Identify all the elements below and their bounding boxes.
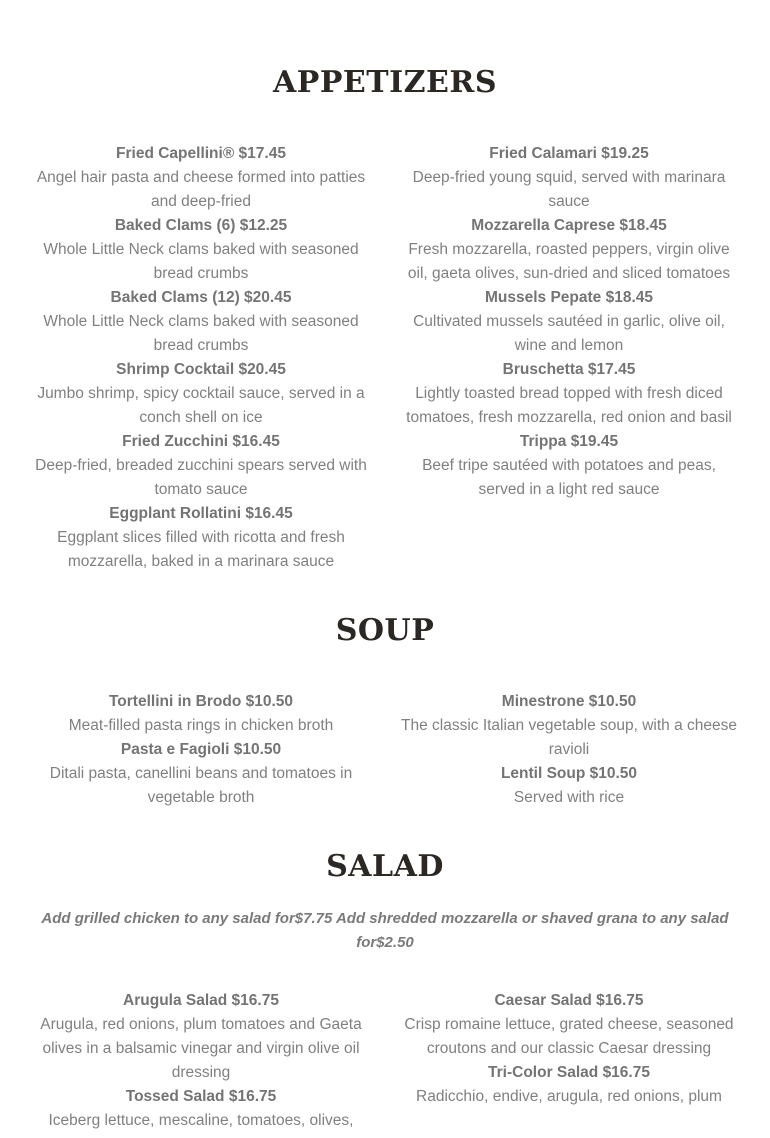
appetizers-left-column	[32, 142, 370, 574]
item-description: Fresh mozzarella, roasted peppers, virgin olive oil, gaeta olives, sun-dried and sliced tomatoes	[407, 241, 731, 282]
item-description: Radicchio, endive, arugula, red onions, plum	[416, 1088, 722, 1105]
item-description: Angel hair pasta and cheese formed into patties and deep-fried	[36, 169, 366, 210]
menu-item	[32, 358, 370, 430]
item-name: Fried Capellini® $17.45	[116, 145, 286, 162]
salad-title: SALAD	[326, 849, 444, 884]
appetizers-right-column	[400, 142, 738, 502]
item-name: Fried Zucchini $16.45	[122, 433, 280, 450]
item-description: Iceberg lettuce, mescaline, tomatoes, olives,	[48, 1112, 354, 1129]
menu-item	[400, 989, 738, 1061]
item-description: Cultivated mussels sautéed in garlic, olive oil, wine and lemon	[413, 313, 725, 354]
menu-item	[32, 738, 370, 810]
item-name: Trippa $19.45	[519, 433, 619, 450]
menu-item	[400, 1061, 738, 1109]
item-name: Shrimp Cocktail $20.45	[116, 361, 286, 378]
menu-item	[400, 358, 738, 430]
menu-item	[400, 142, 738, 214]
item-description: Ditali pasta, canellini beans and tomatoes in vegetable broth	[49, 765, 353, 806]
item-name: Mozzarella Caprese $18.45	[471, 217, 667, 234]
item-description: Arugula, red onions, plum tomatoes and Gaeta olives in a balsamic vinegar and virgin olive oil dressing	[40, 1016, 362, 1081]
menu-item	[32, 502, 370, 574]
item-description: Meat-filled pasta rings in chicken broth	[68, 717, 334, 734]
item-description: Whole Little Neck clams baked with seasoned bread crumbs	[43, 313, 359, 354]
menu-item	[32, 286, 370, 358]
item-name: Arugula Salad $16.75	[123, 992, 279, 1009]
salad-right-column	[400, 989, 738, 1109]
menu-item	[400, 430, 738, 502]
item-description: Deep-fried, breaded zucchini spears served with tomato sauce	[35, 457, 367, 498]
item-description: Whole Little Neck clams baked with seasoned bread crumbs	[43, 241, 359, 282]
menu-item	[32, 1085, 370, 1133]
item-name: Tri-Color Salad $16.75	[488, 1064, 650, 1081]
item-name: Baked Clams (6) $12.25	[114, 217, 288, 234]
item-description: Deep-fried young squid, served with marinara sauce	[412, 169, 726, 210]
item-description: Beef tripe sautéed with potatoes and peas, served in a light red sauce	[422, 457, 716, 498]
item-description: The classic Italian vegetable soup, with a cheese ravioli	[400, 717, 738, 758]
item-name: Mussels Pepate $18.45	[484, 289, 654, 306]
soup-title: SOUP	[335, 613, 435, 648]
item-description: Lightly toasted bread topped with fresh diced tomatoes, fresh mozzarella, red onion and basil	[406, 385, 732, 426]
item-description: Eggplant slices filled with ricotta and fresh mozzarella, baked in a marinara sauce	[57, 529, 345, 570]
item-name: Tortellini in Brodo $10.50	[108, 693, 294, 710]
item-name: Eggplant Rollatini $16.45	[109, 505, 293, 522]
item-name: Fried Calamari $19.25	[489, 145, 649, 162]
item-name: Tossed Salad $16.75	[125, 1088, 277, 1105]
salad-left-column	[32, 989, 370, 1133]
item-name: Baked Clams (12) $20.45	[110, 289, 292, 306]
salad-note: Add grilled chicken to any salad for$7.75 Add shredded mozzarella or shaved grana to any salad for$2.50	[41, 910, 729, 951]
menu-item	[32, 989, 370, 1085]
item-name: Minestrone $10.50	[501, 693, 637, 710]
soup-left-column	[32, 690, 370, 810]
item-description: Crisp romaine lettuce, grated cheese, seasoned croutons and our classic Caesar dressing	[404, 1016, 734, 1057]
appetizers-title: APPETIZERS	[273, 65, 497, 100]
menu-item	[400, 762, 738, 810]
item-description: Jumbo shrimp, spicy cocktail sauce, served in a conch shell on ice	[37, 385, 365, 426]
item-name: Lentil Soup $10.50	[500, 765, 638, 782]
item-description: Served with rice	[513, 789, 625, 806]
soup-right-column	[400, 690, 738, 810]
item-name: Bruschetta $17.45	[502, 361, 636, 378]
menu-item	[32, 690, 370, 738]
menu-item	[32, 214, 370, 286]
menu-item	[400, 214, 738, 286]
menu-item	[400, 286, 738, 358]
menu-item	[32, 430, 370, 502]
item-name: Caesar Salad $16.75	[494, 992, 644, 1009]
item-name: Pasta e Fagioli $10.50	[120, 741, 282, 758]
menu-item	[400, 690, 738, 762]
menu-item	[32, 142, 370, 214]
